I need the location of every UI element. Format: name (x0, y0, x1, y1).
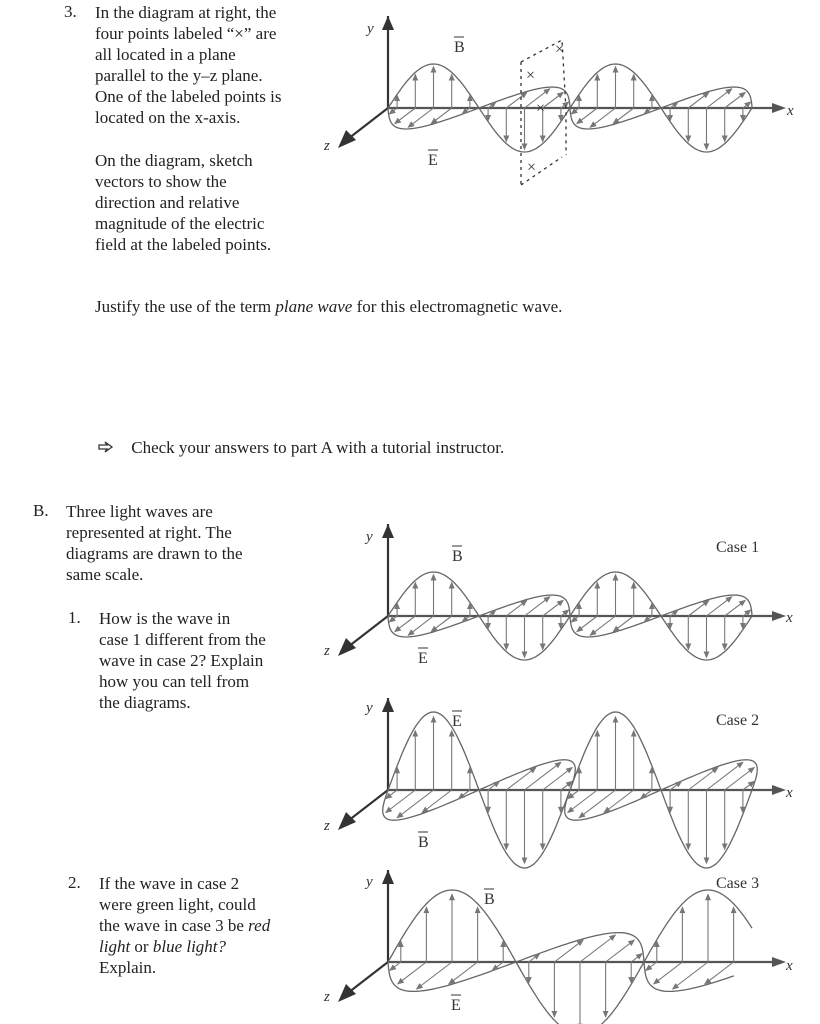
q2-blue-term: blue light? (152, 937, 227, 956)
marker-point-1: × (526, 67, 536, 84)
case-2-bottom-field-label: B (418, 834, 429, 851)
case-1-top-field-label: B (452, 548, 463, 565)
case-1-wave-diagram (323, 524, 793, 667)
case-3-vertical-wave (388, 890, 752, 1024)
wave-envelope (388, 890, 752, 1024)
part-b-intro-1: Three light waves are (66, 502, 213, 521)
field-vector-arrow (525, 762, 561, 790)
case-3-wave-diagram (323, 870, 793, 1024)
y-axis-arrowhead (382, 698, 394, 712)
e-field-label: E (428, 152, 438, 169)
q2-line-5: Explain. (99, 958, 157, 977)
justify-term: plane wave (275, 297, 353, 316)
question-3-line-6: located on the x-axis. (95, 108, 241, 127)
field-vector-arrow (688, 768, 718, 791)
q2-line-1: If the wave in case 2 (99, 874, 240, 893)
q1-line-5: the diagrams. (99, 693, 191, 712)
field-vector-arrow (654, 962, 683, 984)
y-axis-arrowhead (382, 870, 394, 884)
field-vector-arrow (397, 790, 433, 818)
y-axis-arrowhead (382, 524, 394, 538)
field-vector-arrow (543, 768, 573, 791)
case-2-axis-x: x (786, 785, 793, 801)
q2-red-term: red (248, 916, 271, 935)
field-vector-arrow (568, 790, 598, 813)
case-2-axis-y: y (366, 700, 373, 716)
marker-point-4: × (527, 159, 537, 176)
part-b-letter: B. (33, 501, 49, 520)
case-1-axis-x: x (786, 610, 793, 626)
case-2-wave-diagram (323, 698, 793, 868)
field-vector-arrow (398, 962, 427, 984)
case-3-axis-y: y (366, 874, 373, 890)
field-vector-arrow (579, 790, 615, 818)
q1-line-3: wave in case 2? Explain (99, 651, 264, 670)
marker-point-3: × (536, 100, 546, 117)
axis-z-label: z (324, 138, 330, 154)
q1-line-2: case 1 different from the (99, 630, 266, 649)
marker-point-2: × (555, 41, 565, 58)
x-axis-arrowhead (772, 611, 786, 621)
field-vector-arrow (506, 768, 536, 791)
sketch-line-3: direction and relative (95, 193, 240, 212)
field-vector-arrow (543, 92, 564, 108)
z-axis-arrowhead (338, 638, 356, 656)
y-axis-arrowhead (382, 16, 394, 30)
field-vector-arrow (725, 600, 746, 616)
axis-x-label: x (787, 103, 794, 119)
case-3-axis-z: z (324, 989, 330, 1005)
part-b-intro-4: same scale. (66, 565, 144, 584)
field-vector-arrow (725, 768, 755, 791)
justify-after: for this electromagnetic wave. (352, 297, 563, 316)
field-vector-arrow (395, 108, 416, 124)
q1-line-1: How is the wave in (99, 609, 231, 628)
question-3-line-4: parallel to the y–z plane. (95, 66, 263, 85)
q2-line-3-text: the wave in case 3 be (99, 916, 249, 935)
case-3-top-field-label: B (484, 891, 495, 908)
case-3-label: Case 3 (716, 875, 760, 892)
field-vector-arrow (606, 940, 635, 962)
case-3-axis-x: x (786, 958, 793, 974)
field-vector-arrow (390, 962, 401, 970)
question-3-line-3: all located in a plane (95, 45, 236, 64)
q1-line-4: how you can tell from (99, 672, 250, 691)
q2-or: or (130, 937, 153, 956)
field-vector-arrow (707, 762, 743, 790)
part-a-axes (338, 16, 786, 148)
field-vector-arrow (631, 954, 642, 962)
x-axis-arrowhead (772, 785, 786, 795)
q2-line-2: were green light, could (99, 895, 256, 914)
case-1-label: Case 1 (716, 539, 760, 556)
part-a-wave-diagram (323, 16, 794, 185)
b-field-label: B (454, 39, 465, 56)
x-axis-arrowhead (772, 103, 786, 113)
q2-light-term: light (99, 937, 131, 956)
field-vector-arrow (422, 790, 452, 813)
sketch-line-1: On the diagram, sketch (95, 151, 253, 170)
field-vector-arrow (386, 790, 416, 813)
z-axis-arrowhead (338, 984, 356, 1002)
field-vector-arrow (604, 790, 634, 813)
question-3-line-5: One of the labeled points is (95, 87, 282, 106)
field-vector-arrow (646, 962, 657, 970)
field-vector-arrow (543, 600, 564, 616)
part-b-intro-3: diagrams are drawn to the (66, 544, 243, 563)
case-1-axes (338, 524, 786, 656)
z-axis-arrowhead (338, 130, 356, 148)
case-3-bottom-field-label: E (451, 997, 461, 1014)
sketch-line-4: magnitude of the electric (95, 214, 265, 233)
question-3-number: 3. (64, 2, 77, 21)
q2-number: 2. (68, 873, 81, 892)
sketch-line-2: vectors to show the (95, 172, 227, 191)
case-2-axis-z: z (324, 818, 330, 834)
field-vector-arrow (577, 108, 598, 124)
q1-number: 1. (68, 608, 81, 627)
case-1-axis-y: y (366, 529, 373, 545)
field-vector-arrow (725, 92, 746, 108)
z-axis-arrowhead (338, 812, 356, 830)
part-b-intro-2: represented at right. The (66, 523, 232, 542)
checkpoint-text: Check your answers to part A with a tutorial instructor. (131, 438, 505, 457)
case-1-axis-z: z (324, 643, 330, 659)
case-3-axes (338, 870, 786, 1002)
justify-before: Justify the use of the term (95, 297, 276, 316)
question-3-line-2: four points labeled “×” are (95, 24, 277, 43)
field-vector-arrow (395, 616, 416, 632)
x-axis-arrowhead (772, 957, 786, 967)
field-vector-arrow (577, 616, 598, 632)
case-2-label: Case 2 (716, 712, 760, 729)
case-1-bottom-field-label: E (418, 650, 428, 667)
case-2-top-field-label: E (452, 713, 462, 730)
sketch-line-5: field at the labeled points. (95, 235, 272, 254)
axis-y-label: y (367, 21, 374, 37)
question-3-line-1: In the diagram at right, the (95, 3, 277, 22)
